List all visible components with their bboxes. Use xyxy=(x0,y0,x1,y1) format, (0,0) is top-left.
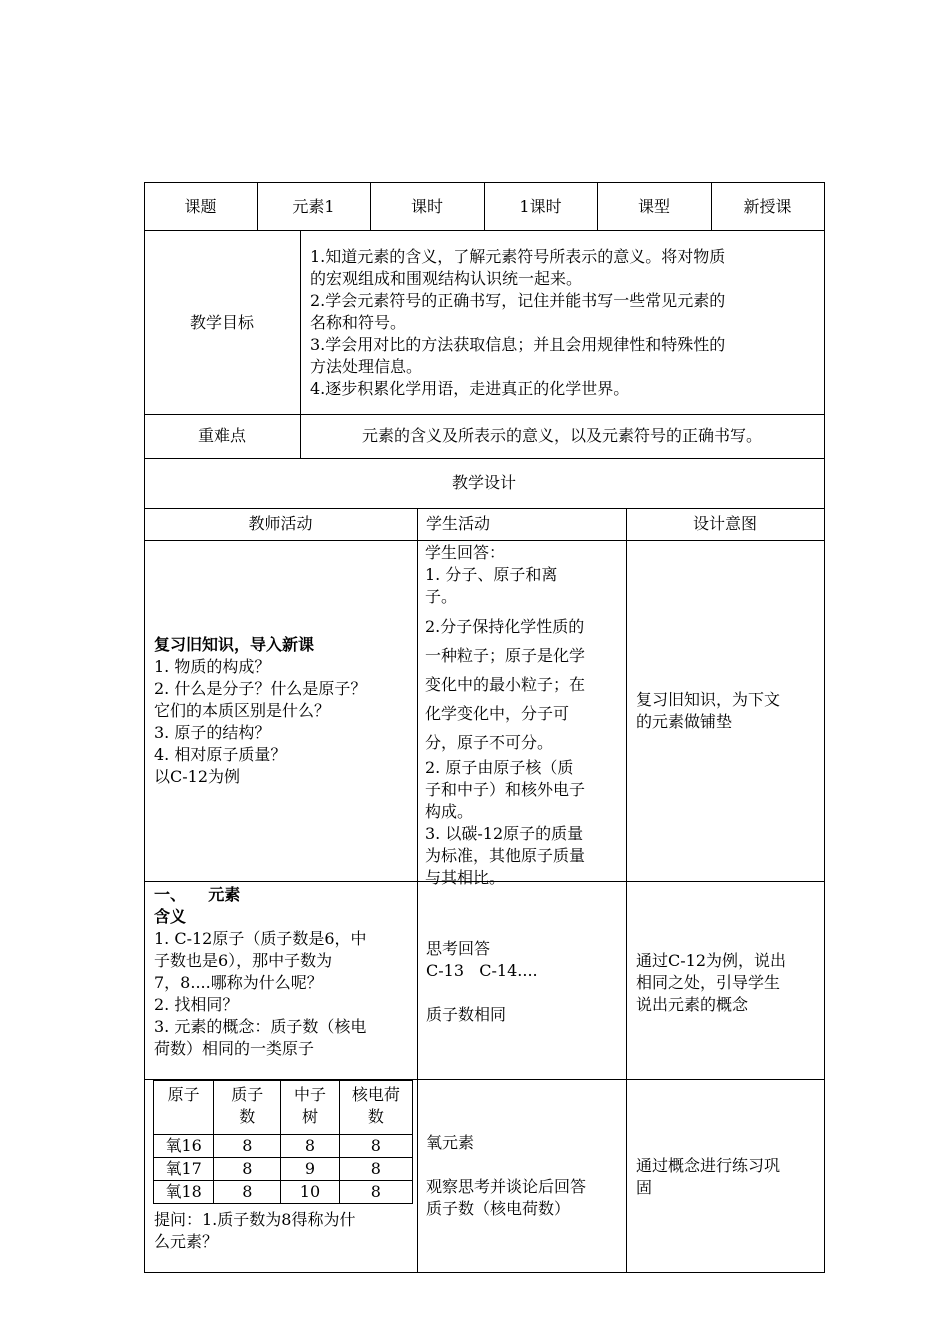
objectives-content xyxy=(310,246,820,400)
row2-student-answer: 质子数相同 xyxy=(426,1005,507,1024)
objective-line: 3.学会用对比的方法获取信息；并且会用规律性和特殊性的 xyxy=(310,335,726,354)
row2-teacher-sub: 含义 xyxy=(154,907,187,926)
row1-teacher-line: 以C-12为例 xyxy=(154,767,241,786)
table-cell: 8 xyxy=(339,1181,412,1204)
col-divider xyxy=(626,508,627,1273)
table-cell: 氧17 xyxy=(154,1158,214,1181)
row1-student xyxy=(425,542,625,889)
type-value: 新授课 xyxy=(743,197,792,216)
row2-teacher-line: 子数也是6），那中子数为 xyxy=(154,951,333,970)
table-row xyxy=(154,1181,413,1204)
row2-intent xyxy=(636,950,822,1016)
row-divider xyxy=(144,414,825,415)
col-divider xyxy=(300,230,301,458)
row1-teacher-title: 复习旧知识，导入新课 xyxy=(154,635,315,654)
row3-question xyxy=(154,1209,416,1253)
col-student-header: 学生活动 xyxy=(426,514,491,533)
table-header: 中子 树 xyxy=(281,1081,339,1135)
isotope-table xyxy=(153,1080,413,1204)
row2-intent-line: 相同之处，引导学生 xyxy=(636,973,781,992)
row1-teacher-line: 1. 物质的构成？ xyxy=(154,657,271,676)
table-cell: 8 xyxy=(214,1135,281,1158)
row2-intent-line: 通过C-12为例，说出 xyxy=(636,951,787,970)
row1-teacher-line: 3. 原子的结构？ xyxy=(154,723,271,742)
table-header: 质子 数 xyxy=(214,1081,281,1135)
row1-student-line: 2.分子保持化学性质的 xyxy=(425,617,585,636)
row2-teacher-line: 2. 找相同？ xyxy=(154,995,239,1014)
table-cell: 8 xyxy=(339,1135,412,1158)
row-divider xyxy=(144,540,825,541)
table-row xyxy=(154,1135,413,1158)
row1-student-line: 3. 以碳-12原子的质量 xyxy=(425,824,584,843)
table-cell: 8 xyxy=(214,1181,281,1204)
keypoints-label: 重难点 xyxy=(197,426,246,445)
table-row xyxy=(154,1158,413,1181)
row1-student-line: 一种粒子；原子是化学 xyxy=(425,646,586,665)
table-cell: 8 xyxy=(281,1135,339,1158)
objectives-label: 教学目标 xyxy=(189,313,254,332)
row1-student-line: 子和中子）和核外电子 xyxy=(425,780,586,799)
objective-line: 的宏观组成和围观结构认识统一起来。 xyxy=(310,269,583,288)
objective-line: 4.逐步积累化学用语，走进真正的化学世界。 xyxy=(310,379,630,398)
table-cell: 9 xyxy=(281,1158,339,1181)
row3-student-line1: 氧元素 xyxy=(426,1133,475,1152)
row3-intent xyxy=(636,1155,822,1199)
objective-line: 1.知道元素的含义，了解元素符号所表示的意义。将对物质 xyxy=(310,247,726,266)
col-intent-header: 设计意图 xyxy=(692,514,757,533)
row1-intent-line: 复习旧知识，为下文 xyxy=(636,690,781,709)
row1-student-line: 子。 xyxy=(425,587,458,606)
table-cell: 8 xyxy=(339,1158,412,1181)
row2-teacher-line: 1. C-12原子（质子数是6，中 xyxy=(154,929,367,948)
row1-student-line: 分，原子不可分。 xyxy=(425,733,554,752)
row1-teacher-line: 它们的本质区别是什么？ xyxy=(154,701,331,720)
type-label: 课型 xyxy=(637,197,670,216)
col-teacher-header: 教师活动 xyxy=(248,514,313,533)
row1-student-line: 化学变化中，分子可 xyxy=(425,704,570,723)
col-divider xyxy=(417,508,418,1273)
table-header-row xyxy=(154,1081,413,1135)
table-cell: 氧18 xyxy=(154,1181,214,1204)
row3-question-line: 提问：1.质子数为8得称为什 xyxy=(154,1210,356,1229)
row2-intent-line: 说出元素的概念 xyxy=(636,995,749,1014)
row1-student-line: 2. 原子由原子核（质 xyxy=(425,758,574,777)
row2-teacher-line: 3. 元素的概念：质子数（核电 xyxy=(154,1017,367,1036)
row1-student-line: 1. 分子、原子和离 xyxy=(425,565,558,584)
design-title: 教学设计 xyxy=(451,473,516,492)
row3-intent-line: 通过概念进行练习巩 xyxy=(636,1156,781,1175)
table-cell: 8 xyxy=(214,1158,281,1181)
table-border-left xyxy=(144,182,145,1273)
period-value: 1课时 xyxy=(519,197,562,216)
row1-student-line: 与其相比。 xyxy=(425,868,506,887)
table-cell: 10 xyxy=(281,1181,339,1204)
row1-student-line: 为标准，其他原子质量 xyxy=(425,846,586,865)
row2-teacher-heading: 一、 元素 xyxy=(154,885,241,904)
row1-student-line: 构成。 xyxy=(425,802,474,821)
row2-student-line: 思考回答 xyxy=(426,939,491,958)
row1-student-line: 学生回答： xyxy=(425,543,506,562)
table-border-right xyxy=(824,182,825,1273)
keypoints-text: 元素的含义及所表示的意义，以及元素符号的正确书写。 xyxy=(361,426,762,445)
row3-student-line: 质子数（核电荷数） xyxy=(426,1199,571,1218)
row-divider xyxy=(144,230,825,231)
row1-intent-line: 的元素做铺垫 xyxy=(636,712,733,731)
row2-student-line: C-13 C-14.... xyxy=(426,961,538,980)
row2-teacher-line: 荷数）相同的一类原子 xyxy=(154,1039,315,1058)
row-divider xyxy=(144,508,825,509)
objective-line: 名称和符号。 xyxy=(310,313,407,332)
period-label: 课时 xyxy=(410,197,443,216)
row3-student-line: 观察思考并谈论后回答 xyxy=(426,1177,587,1196)
topic-label: 课题 xyxy=(184,197,217,216)
row-divider xyxy=(144,458,825,459)
objective-line: 方法处理信息。 xyxy=(310,357,423,376)
row3-question-line: 么元素？ xyxy=(154,1232,219,1251)
row1-teacher-line: 2. 什么是分子？什么是原子？ xyxy=(154,679,367,698)
row2-student xyxy=(426,938,624,1026)
row1-intent xyxy=(636,689,822,733)
row3-intent-line: 固 xyxy=(636,1178,653,1197)
topic-value: 元素1 xyxy=(292,197,335,216)
row1-student-line: 变化中的最小粒子；在 xyxy=(425,675,586,694)
row1-teacher-line: 4. 相对原子质量？ xyxy=(154,745,287,764)
row3-student xyxy=(426,1132,624,1220)
table-cell: 氧16 xyxy=(154,1135,214,1158)
table-header: 原子 xyxy=(154,1081,214,1135)
table-border-bottom xyxy=(144,1272,825,1273)
row2-teacher xyxy=(154,884,416,1060)
row1-teacher xyxy=(154,634,416,788)
row2-teacher-line: 7，8....哪称为什么呢？ xyxy=(154,973,323,992)
table-header: 核电荷 数 xyxy=(339,1081,412,1135)
objective-line: 2.学会元素符号的正确书写，记住并能书写一些常见元素的 xyxy=(310,291,726,310)
